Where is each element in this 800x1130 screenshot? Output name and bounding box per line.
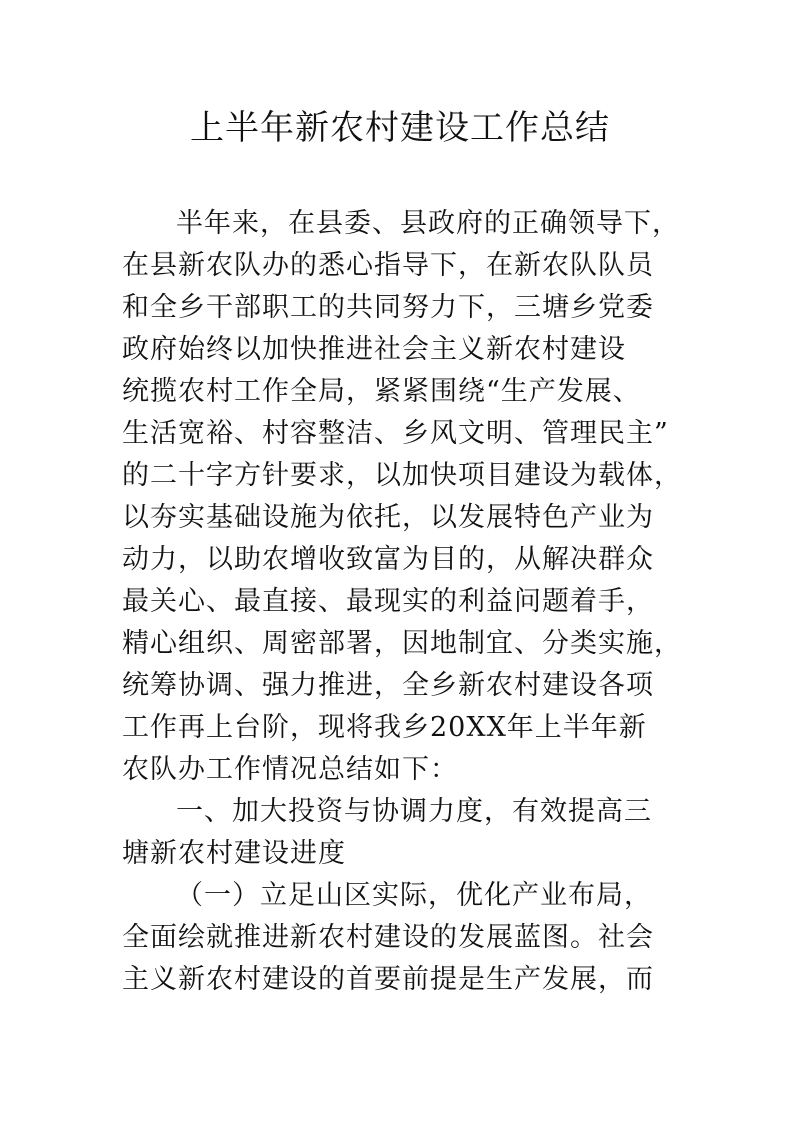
body-line-11: 精心组织、周密部署，因地制宜、分类实施， xyxy=(122,628,682,659)
body-line-1: 半年来，在县委、县政府的正确领导下， xyxy=(176,208,680,239)
section-heading-line-1: 一、加大投资与协调力度，有效提高三 xyxy=(176,796,652,827)
body-line-7: 的二十字方针要求，以加快项目建设为载体， xyxy=(122,460,682,491)
body-line-2: 在县新农队办的悉心指导下，在新农队队员 xyxy=(122,250,654,281)
body-line-15: （一）立足山区实际，优化产业布局， xyxy=(176,880,652,911)
body-line-9: 动力，以助农增收致富为目的，从解决群众 xyxy=(122,544,654,575)
body-line-8: 以夯实基础设施为依托，以发展特色产业为 xyxy=(122,502,654,533)
body-line-13: 工作再上台阶，现将我乡20XX年上半年新 xyxy=(122,712,647,743)
body-line-10: 最关心、最直接、最现实的利益问题着手， xyxy=(122,586,654,617)
body-line-12: 统筹协调、强力推进，全乡新农村建设各项 xyxy=(122,670,654,701)
body-line-17: 主义新农村建设的首要前提是生产发展，而 xyxy=(122,964,654,995)
document-title: 上半年新农村建设工作总结 xyxy=(190,108,610,148)
body-line-6: 生活宽裕、村容整洁、乡风文明、管理民主” xyxy=(122,418,669,449)
section-heading-line-2: 塘新农村建设进度 xyxy=(122,838,346,869)
body-line-16: 全面绘就推进新农村建设的发展蓝图。社会 xyxy=(122,922,654,953)
body-line-3: 和全乡干部职工的共同努力下，三塘乡党委 xyxy=(122,292,654,323)
body-line-5: 统揽农村工作全局，紧紧围绕“生产发展、 xyxy=(122,376,641,407)
body-line-14: 农队办工作情况总结如下： xyxy=(122,754,458,785)
body-line-4: 政府始终以加快推进社会主义新农村建设 xyxy=(122,334,626,365)
